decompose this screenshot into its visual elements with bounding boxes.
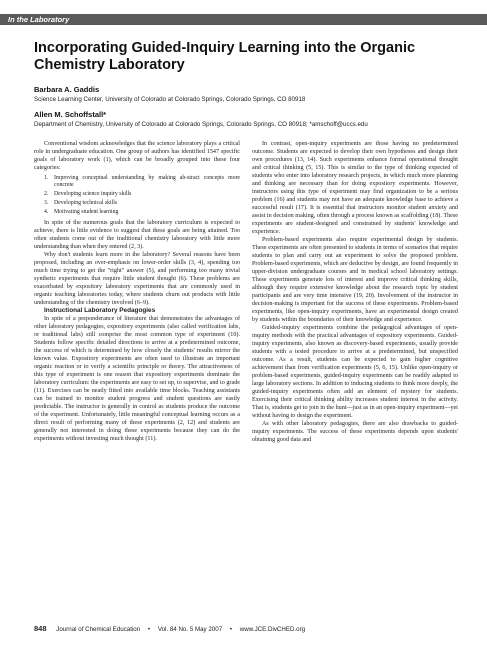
- list-number: 2.: [44, 191, 49, 197]
- goals-list: [34, 175, 240, 216]
- paragraph: In spite of a preponderance of literature that demonstrates the advantages of other laboratory pedagogies, expository experiments (also called verification labs, or traditional labs) still comprise the most common type of experiment (10). Students follow specific detailed directions to arrive at a predetermined outcome, the success of which is determined by how closely the students' results mirror the known value. Expository experiments are often used to illustrate an important organic reaction or to verify a scientific principle or theory. The attractiveness of this type of experiment is one reason that expository experiments dominate the laboratory curriculum: the experiments are easy to set up, to supervise, and to grade (11). Exercises can be neatly fitted into available time blocks. Teaching assistants can be trained to monitor student progress and student questions are easily predictable. The instructor is generally in control as students produce the outcome of the experiment. Unfortunately, little meaningful conceptual learning occurs as a direct result of performing many of these experiments (2, 12) and students are generally not interested in doing these experiments because they can do the experiments without investing much thought (11).: [34, 315, 240, 442]
- list-number: 3.: [44, 199, 49, 206]
- section-label: In the Laboratory: [8, 15, 70, 24]
- journal-name: Journal of Chemical Education: [56, 626, 141, 633]
- author-name: Allen M. Schoffstall*: [34, 110, 107, 119]
- paragraph: Problem-based experiments also require experimental design by students. These experiments are often presented to students in terms of scenarios that require students to plan and carry out an experiment to solve the proposed problem. Problem-based experiments, which are deductive by design, are found frequently in upper-division undergraduate courses and in medical school laboratory settings. These experiments generate lots of interest and improve critical thinking skills, although they require extensive knowledge about the research topic by student participants and are very time intensive (19, 20). Involvement of the instructor in decision-making is important for the success of these experiments. Problem-based experiments, like open-inquiry experiments, have an experimental design created by students within the boundaries of their knowledge and experience.: [252, 237, 458, 323]
- journal-url[interactable]: www.JCE.DivCHED.org: [239, 626, 306, 633]
- list-text: Improving conceptual understanding by making ab-stract concepts more concrete: [54, 175, 240, 189]
- paragraph: Guided-inquiry experiments combine the pedagogical advantages of open-inquiry methods with the practical advantages of expository experiments. Guided-inquiry experiments, also known as discovery-based experiments, usually provide students with a tested procedure to arrive at a predetermined, but unspecified outcome. As a result, students can be expected to gain higher cognitive achievement than from verification experiments (5, 6, 15). Unlike open-inquiry or problem-based experiments, guided-inquiry experiments can be readily adapted to large laboratory sections. In addition to inducing students to think more deeply, the guided-inquiry experiments often add an element of mystery for students. Exercising their critical thinking ability increases student interest in the activity. That is, students get to join in the hunt—just as in an open-inquiry experiment—yet without having to design the experiment.: [252, 325, 458, 419]
- paragraph: Why don't students learn more in the laboratory? Several reasons have been proposed, including an over-emphasis on lower-order skills (3, 4), spending too much time trying to get the "right" answer (5), and performing too many trivial synthetic experiments that require little student thought (6). These problems are exacerbated by expository laboratory experiments that are commonly used in organic teaching laboratories today, where students churn out products with little understanding of the chemistry involved (6–9).: [34, 251, 240, 306]
- author-name: Barbara A. Gaddis: [34, 85, 100, 94]
- list-number: 1.: [44, 175, 49, 181]
- paragraph: As with other laboratory pedagogies, there are also drawbacks to guided-inquiry experiments. The success of these experiments depends upon students' obtaining good data and: [252, 421, 458, 443]
- journal-volume: Vol. 84 No. 5 May 2007: [157, 626, 223, 633]
- list-item: [44, 175, 240, 189]
- page-number: 848: [34, 624, 47, 633]
- right-column: [252, 140, 458, 444]
- author-affiliation: Science Learning Center, University of Colorado at Colorado Springs, Colorado Springs, CO 80918: [34, 96, 306, 103]
- left-column: [34, 140, 240, 443]
- list-text: Developing science inquiry skills: [54, 191, 132, 197]
- paragraph: In spite of the numerous goals that the laboratory curriculum is expected to achieve, there is little evidence to suggest that these goals are being attained. Too often students come out of the traditional chemistry laboratory with little more understanding than when they entered (2, 3).: [34, 219, 240, 250]
- section-subheading: Instructional Laboratory Pedagogies: [44, 306, 156, 314]
- author-affiliation: Department of Chemistry, University of Colorado at Colorado Springs, Colorado Springs, CO 80918; *amschoff@uccs.edu: [34, 121, 368, 128]
- paragraph: Conventional wisdom acknowledges that the science laboratory plays a critical role in undergraduate education. One group of authors has identified 1547 specific goals of laboratory work (1), which can be broadly grouped into these four categories:: [34, 141, 240, 171]
- footer-separator: •: [229, 626, 233, 633]
- footer-separator: •: [147, 626, 151, 633]
- list-item: [44, 191, 240, 198]
- paragraph: In contrast, open-inquiry experiments are those having no predetermined outcome. Students are expected to develop their own hypotheses and design their own procedures (13, 14). Such experiments enhance formal operational thought and critical thinking (5, 15). This is similar to the type of thinking expected of students who enter into laboratory research projects, in which much more planning and thinking are necessary than for doing expository experiments. However, instructors using this type of experiment may find organization to be a serious problem (16) and students may not have an adequate knowledge base to achieve a successful result (17). It is essential that instructors monitor student anxiety and assist in decision making, often through a process known as scaffolding (18). These experiments are student-designed and constrained by students' knowledge and experience.: [252, 141, 458, 235]
- list-text: Motivating student learning: [54, 208, 119, 215]
- list-number: 4.: [44, 208, 49, 215]
- list-item: [44, 200, 240, 207]
- list-item: [44, 209, 240, 216]
- section-header-bar: [0, 14, 487, 25]
- article-title: Incorporating Guided-Inquiry Learning into the Organic Chemistry Laboratory: [34, 40, 416, 73]
- page-footer: [34, 624, 454, 633]
- list-text: Developing technical skills: [54, 199, 118, 206]
